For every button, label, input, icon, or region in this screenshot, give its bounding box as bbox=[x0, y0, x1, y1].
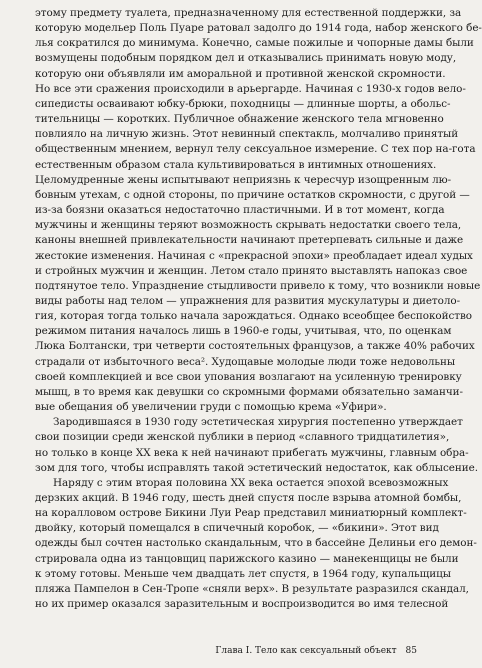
text-line: этому предмету туалета, предназначенному для естественной поддержки, за bbox=[35, 7, 462, 19]
paragraph bbox=[35, 415, 478, 476]
text-line: вые обещания об увеличении груди с помощью крема «Уфири». bbox=[35, 401, 387, 414]
text-line: но только в конце XX века к ней начинают прибегать мужчины, главным обра- bbox=[35, 446, 469, 459]
text-line: возмущены подобным порядком дел и отказывались принимать новую моду, bbox=[35, 52, 457, 65]
paragraph bbox=[35, 6, 482, 415]
page-footer bbox=[0, 646, 458, 656]
text-line: бовным утехам, с одной стороны, по причине остатков скромности, с другой — bbox=[35, 188, 470, 201]
text-line: своей комплекцией и все свои упования возлагают на усиленную тренировку bbox=[35, 370, 462, 383]
text-line: на коралловом острове Бикини Луи Реар представил миниатюрный комплект- bbox=[35, 507, 467, 520]
text-line: но их пример оказался заразительным и воспроизводится во имя телесной bbox=[35, 598, 449, 611]
text-line: Целомудренные жены испытывают неприязнь к чересчур изощренным лю- bbox=[35, 173, 452, 186]
text-line: Но все эти сражения происходили в арьергарде. Начиная с 1930-х годов вело- bbox=[35, 82, 466, 95]
text-line: режимом питания началось лишь в 1960-е годы, учитывая, что, по оценкам bbox=[35, 325, 452, 338]
text-line: которую модельер Поль Пуаре ратовал задолго до 1914 года, набор женского бе- bbox=[35, 22, 482, 35]
text-line: повлияло на личную жизнь. Этот невинный спектакль, молчаливо принятый bbox=[35, 128, 459, 141]
text-line: лья сократился до минимума. Конечно, самые пожилые и чопорные дамы были bbox=[35, 37, 474, 50]
text-line: и стройных мужчин и женщин. Летом стало принято выставлять напоказ свое bbox=[35, 264, 468, 277]
text-line: мужчины и женщины теряют возможность скрывать недостатки своего тела, bbox=[35, 219, 462, 232]
text-line: Зародившаяся в 1930 году эстетическая хирургия постепенно утверждает bbox=[53, 416, 463, 429]
text-line: Люка Болтански, три четверти состоятельных французов, а также 40% рабочих bbox=[35, 340, 475, 353]
text-line: страдали от избыточного веса². Худощавые молодые люди тоже недовольны bbox=[35, 355, 456, 368]
text-line: Наряду с этим вторая половина XX века остается эпохой всевозможных bbox=[53, 476, 449, 489]
text-line: стрировала одна из танцовщиц парижского казино — манекенщицы не были bbox=[35, 552, 459, 565]
text-line: из-за боязни оказаться недостаточно пластичными. И в тот момент, когда bbox=[35, 204, 445, 217]
text-line: которую они объявляли им аморальной и противной женской скромности. bbox=[35, 67, 446, 80]
text-line: каноны внешней привлекательности начинают претерпевать сильные и даже bbox=[35, 234, 464, 247]
text-line: общественным мнением, вернул телу сексуальное измерение. С тех пор на-гота bbox=[35, 143, 476, 156]
text-line: подтянутое тело. Упразднение стыдливости привело к тому, что возникли новые bbox=[35, 279, 481, 292]
text-line: виды работы над телом — упражнения для развития мускулатуры и диетоло- bbox=[35, 294, 461, 307]
text-line: сипедисты осваивают юбку-брюки, походницы — длинные шорты, а обольс- bbox=[35, 97, 451, 110]
text-line: дерзких акций. В 1946 году, шесть дней спустя после взрыва атомной бомбы, bbox=[35, 492, 462, 504]
text-line: одежды был сочтен настолько скандальным, что в бассейне Делиньи его демон- bbox=[35, 537, 477, 550]
text-line: жестокие изменения. Начиная с «прекрасной эпохи» преобладает идеал худых bbox=[35, 249, 473, 262]
text-line: зом для того, чтобы исправлять такой эстетический недостаток, как облысение. bbox=[35, 461, 478, 474]
text-line: свои позиции среди женской публики в период «славного тридцатилетия», bbox=[35, 431, 450, 444]
text-line: двойку, который помещался в спичечный коробок, — «бикини». Этот вид bbox=[35, 522, 439, 535]
text-line: пляжа Пампелон в Сен-Тропе «сняли верх». В результате разразился скандал, bbox=[35, 582, 469, 595]
text-line: тительницы — коротких. Публичное обнажение женского тела мгновенно bbox=[35, 113, 444, 126]
text-line: к этому готовы. Меньше чем двадцать лет спустя, в 1964 году, купальщицы bbox=[35, 567, 451, 580]
text-line: мышц, в то время как девушки со скромными формами обязательно заманчи- bbox=[35, 385, 463, 398]
text-line: гия, которая тогда только начала зарождаться. Однако всеобщее беспокойство bbox=[35, 310, 472, 323]
text-line: естественным образом стала культивироваться в интимных отношениях. bbox=[35, 158, 437, 171]
body-text bbox=[35, 6, 482, 612]
paragraph bbox=[35, 476, 477, 612]
page-number: 85 bbox=[405, 646, 417, 656]
running-title: Глава I. Тело как сексуальный объект bbox=[215, 646, 397, 656]
